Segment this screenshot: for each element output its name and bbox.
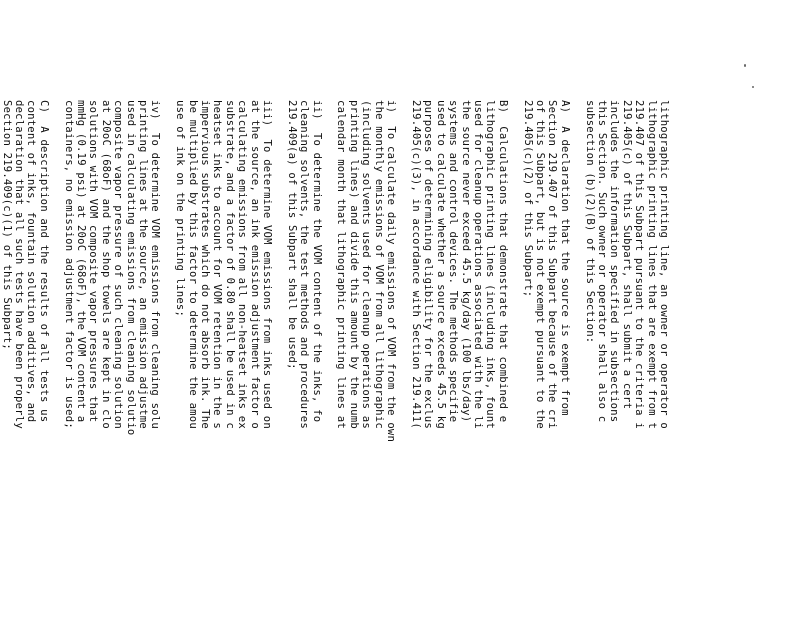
text-line: 219.405(c)(3), in accordance with Section 219.411( xyxy=(409,100,422,429)
text-line: the source never exceed 45.5 kg/day (100 lbs/day) xyxy=(459,100,472,423)
text-line: printing lines) and divide this amount by the numb xyxy=(347,100,360,429)
text-line: purposes of determining eligibility for the exclus xyxy=(422,100,435,429)
paragraph-item-iii xyxy=(174,100,273,618)
text-line: 219.405(c)(2) of this Subpart; xyxy=(521,100,534,298)
text-line: of this Subpart, but is not exempt pursuant to the xyxy=(533,100,546,429)
text-line: Section 219.409(c)(1) of this Subpart; xyxy=(0,100,13,350)
text-line: substrate, and a factor of 0.80 shall be used in c xyxy=(223,100,236,429)
text-line: lithographic printing line, an owner or operator o xyxy=(658,100,670,429)
rotated-text-block xyxy=(0,100,670,618)
text-line: subsection (b)(2)(B) of this Section: xyxy=(583,100,596,344)
text-line: printing lines at the source, an emission adjustme xyxy=(137,100,150,429)
text-line: at 20oC (68oF) and the shop towels are kept in clo xyxy=(99,100,112,429)
text-line: ii) To determine the VOM content of the inks, fo xyxy=(310,100,323,423)
text-line: declaration that all such tests have been properly xyxy=(12,100,25,429)
text-line: heatset inks to account for VOM retention in the s xyxy=(211,100,224,429)
paragraph-item-C xyxy=(0,100,50,618)
paragraph-item-iv xyxy=(62,100,161,618)
text-line: i) To calculate daily emissions of VOM from the own xyxy=(385,100,398,443)
text-line: iv) To determine VOM emissions from cleaning solu xyxy=(149,100,162,429)
text-line: used in calculating emissions from cleaning solutio xyxy=(124,100,137,436)
text-line: used for cleanup operations associated with the li xyxy=(471,100,484,429)
text-line: mmHg (0.19 psi) at 20oC (68oF), the VOM content a xyxy=(75,100,87,423)
text-line: Section 219.407 of this Subpart because of the cri xyxy=(546,100,559,429)
text-line: used to calculate whether a source exceeds 45.5 kg xyxy=(434,100,447,429)
text-line: containers, no emission adjustment factor is used; xyxy=(62,100,75,429)
text-line: C) A description and the results of all tests us xyxy=(37,100,50,423)
text-line: 219.409(a) of this Subpart shall be used; xyxy=(285,100,298,370)
text-line: use of ink on the printing lines; xyxy=(174,100,187,318)
paragraph-item-B xyxy=(410,100,509,618)
text-line: includes the information specified in subsections xyxy=(608,100,621,423)
text-line: (including solvents used for cleanup operations as xyxy=(360,100,373,429)
text-line: impervious substrates which do not absorb ink. The xyxy=(199,100,212,429)
text-line: systems and control devices. The methods specifie xyxy=(447,100,460,423)
text-line: B) Calculations that demonstrate that combined e xyxy=(496,100,509,423)
paragraph-item-i xyxy=(335,100,397,618)
text-line: composite vapor pressure of such cleaning solution xyxy=(112,100,125,429)
scan-speck xyxy=(752,86,754,88)
text-line: calendar month that lithographic printing lines at xyxy=(335,100,348,429)
text-line: be multiplied by this factor to determine the amou xyxy=(186,100,199,429)
text-line: cleaning solvents, the test methods and procedures xyxy=(298,100,311,429)
paragraph-item-A xyxy=(521,100,571,618)
text-line: 219.407 of this Subpart pursuant to the criteria i xyxy=(633,100,646,429)
text-line: lithographic printing lines (including inks, fount xyxy=(484,100,497,429)
text-line: content of inks, fountain solution additives, and xyxy=(25,100,38,423)
paragraph-item-ii xyxy=(285,100,322,618)
text-line: this Section. Such owner or operator shall also c xyxy=(595,100,608,423)
text-line: iii) To determine VOM emissions from inks used on xyxy=(261,100,274,429)
text-line: the monthly emissions of VOM from all lithographic xyxy=(372,100,385,429)
scan-speck xyxy=(744,64,746,67)
paragraph-intro xyxy=(583,100,670,618)
text-line: at the source, an ink emission adjustment factor o xyxy=(248,100,261,429)
text-line: lithographic printing lines that are exempt from t xyxy=(645,100,658,429)
text-line: calculating emissions from all non-heatset inks ex xyxy=(236,100,249,429)
text-line: solutions with VOM composite vapor pressures that xyxy=(87,100,100,423)
text-line: 219.405(c) of this Subpart, shall submit a cert xyxy=(620,100,633,410)
text-line: A) A declaration that the source is exempt from xyxy=(558,100,571,416)
